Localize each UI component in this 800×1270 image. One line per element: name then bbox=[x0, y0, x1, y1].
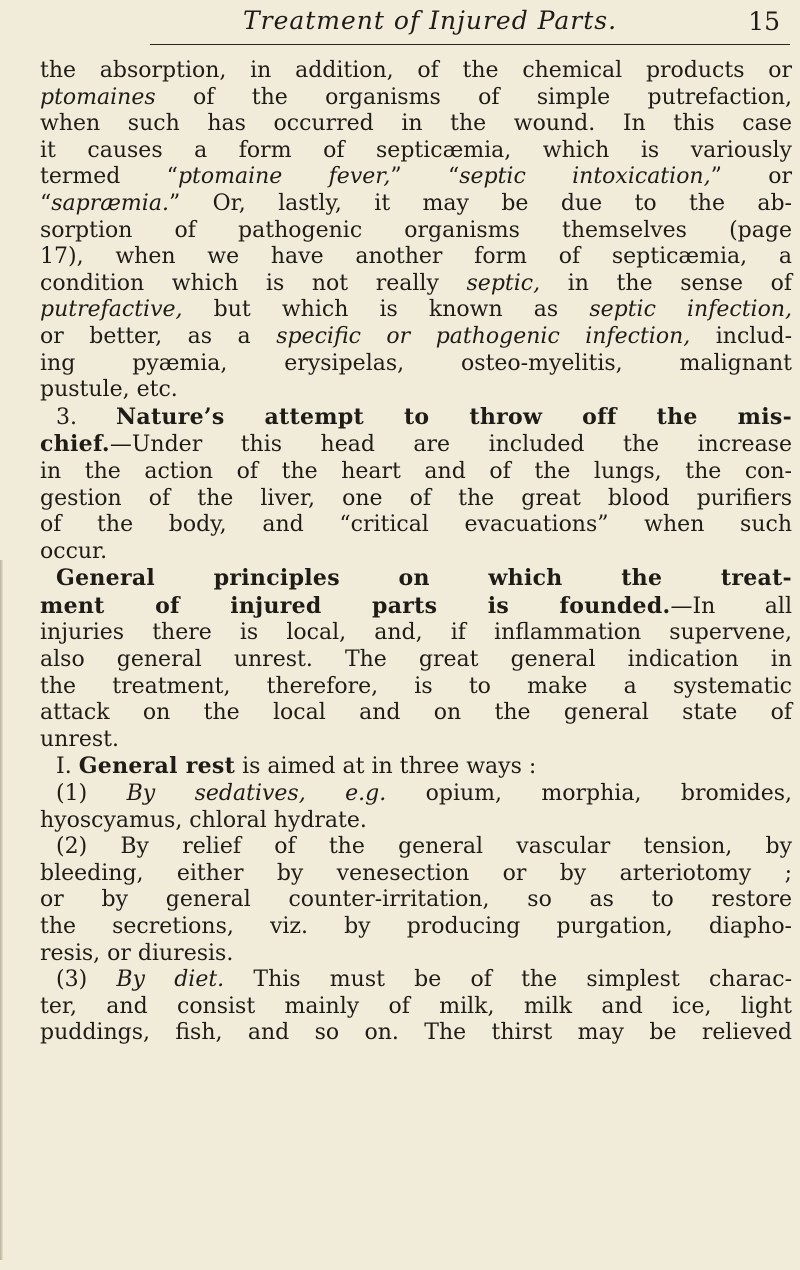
body-text bbox=[40, 58, 792, 1047]
text-line: bleeding, either by venesection or by arteriotomy ; bbox=[40, 860, 792, 886]
section-heading-line bbox=[40, 565, 792, 593]
text-line: the absorption, in addition, of the chemical products or bbox=[40, 58, 792, 83]
text-line: ing pyæmia, erysipelas, osteo-myelitis, malignant bbox=[40, 350, 792, 376]
text-line: occur. bbox=[40, 538, 108, 564]
text-line: “sapræmia.” Or, lastly, it may be due to the ab- bbox=[40, 190, 792, 216]
page-binding-shadow bbox=[0, 560, 3, 1260]
text-line: puddings, fish, and so on. The thirst may be relieved bbox=[40, 1020, 792, 1046]
text-line: injuries there is local, and, if inflammation supervene, bbox=[40, 620, 792, 646]
text-line: the treatment, therefore, is to make a systematic bbox=[40, 673, 792, 699]
text-line: the secretions, viz. by producing purgation, diapho- bbox=[40, 914, 792, 939]
text-line: pustule, etc. bbox=[40, 377, 178, 403]
text-line: I. General rest is aimed at in three ways : bbox=[56, 753, 537, 780]
text-line: hyoscyamus, chloral hydrate. bbox=[40, 807, 367, 833]
running-head: Treatment of Injured Parts. bbox=[242, 6, 618, 35]
page-header bbox=[150, 4, 790, 45]
section-heading: General rest bbox=[78, 753, 236, 780]
section-heading: General principles on which the treat- bbox=[56, 565, 792, 592]
text-line: ptomaines of the organisms of simple putrefaction, bbox=[40, 84, 792, 110]
text-line: (1) By sedatives, e.g. opium, morphia, bromides, bbox=[56, 781, 792, 807]
text-line: resis, or diuresis. bbox=[40, 940, 234, 966]
text-line: unrest. bbox=[40, 726, 119, 752]
text-line: (2) By relief of the general vascular tension, by bbox=[56, 834, 792, 860]
text-line: of the body, and “critical evacuations” when such bbox=[40, 512, 792, 538]
text-line: attack on the local and on the general state of bbox=[40, 700, 792, 726]
text-line: condition which is not really septic, in the sense of bbox=[40, 270, 792, 296]
text-line: termed “ptomaine fever,” “septic intoxication,” or bbox=[40, 164, 792, 190]
text-line: sorption of pathogenic organisms themselves (page bbox=[40, 217, 792, 243]
text-line: or by general counter-irritation, so as to restore bbox=[40, 887, 792, 913]
text-line: also general unrest. The great general indication in bbox=[40, 647, 792, 673]
text-line: chief.—Under this head are included the increase bbox=[40, 431, 792, 458]
text-line: ter, and consist mainly of milk, milk and ice, light bbox=[40, 993, 792, 1019]
text-line: ment of injured parts is founded.—In all bbox=[40, 592, 792, 619]
text-line: (3) By diet. This must be of the simplest charac- bbox=[56, 967, 793, 993]
text-line: when such has occurred in the wound. In this case bbox=[40, 111, 792, 137]
text-line: 17), when we have another form of septicæmia, a bbox=[40, 244, 792, 270]
text-line: or better, as a specific or pathogenic infection, includ- bbox=[40, 323, 792, 349]
section-heading: Nature’s attempt to throw off the mis- bbox=[115, 403, 792, 430]
text-line: putrefactive, but which is known as septic infection, bbox=[40, 297, 792, 323]
section-heading-line: 3. Nature’s attempt to throw off the mis- bbox=[56, 403, 792, 430]
page-number: 15 bbox=[748, 7, 780, 36]
text-line: it causes a form of septicæmia, which is variously bbox=[40, 137, 792, 163]
text-line: gestion of the liver, one of the great blood purifiers bbox=[40, 485, 792, 511]
text-line: in the action of the heart and of the lungs, the con- bbox=[40, 458, 792, 484]
